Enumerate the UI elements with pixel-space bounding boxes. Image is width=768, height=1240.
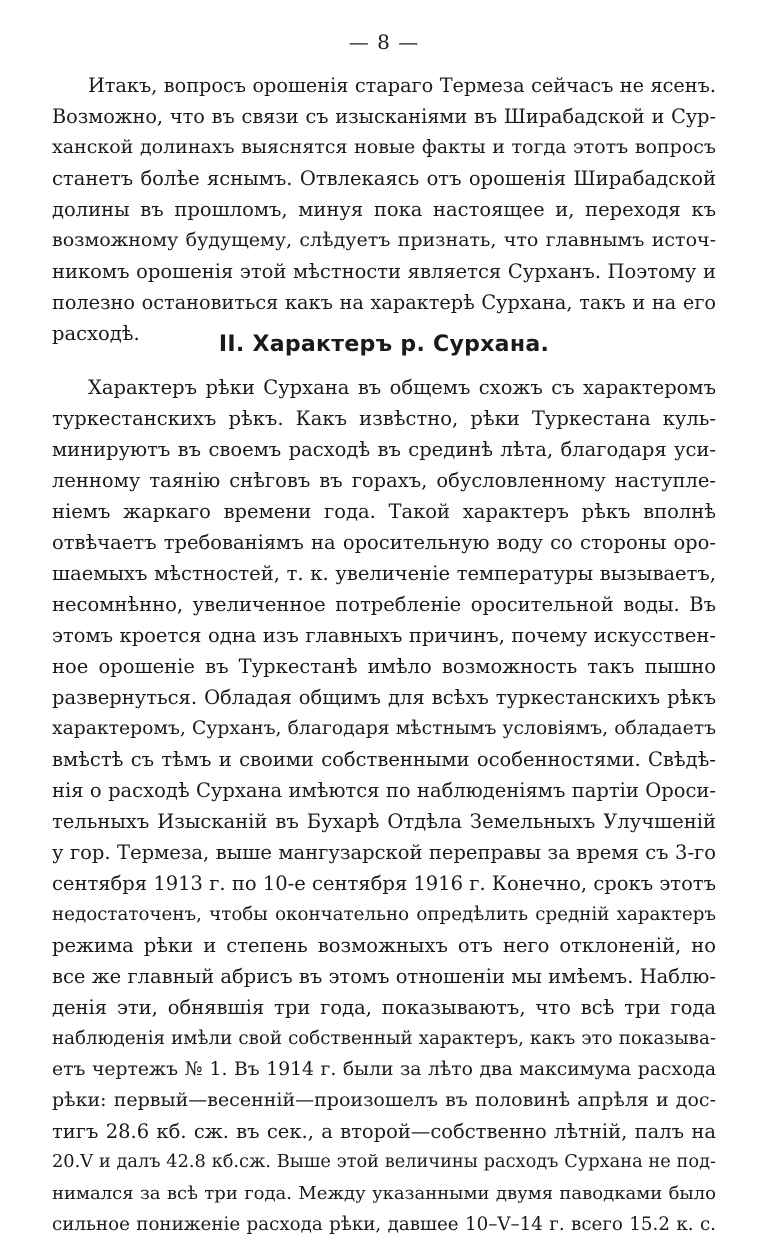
text-line: нимался за всѣ три года. Между указанными двумя паводками было (52, 1183, 716, 1204)
text-line: несомнѣнно, увеличенное потребленіе оросительной воды. Въ (52, 593, 716, 616)
text-line: нія о расходѣ Сурхана имѣются по наблюденіямъ партіи Ороси- (52, 779, 716, 802)
section-heading: II. Характеръ р. Сурхана. (218, 332, 550, 357)
text-line: характеромъ, Сурханъ, благодаря мѣстнымъ условіямъ, обладаетъ (52, 718, 716, 739)
text-line: наблюденія имѣли свой собственный характеръ, какъ это показыва- (52, 1028, 716, 1049)
text-line: возможному будущему, слѣдуетъ признать, что главнымъ источ- (52, 229, 716, 251)
text-line: етъ чертежъ № 1. Въ 1914 г. были за лѣто два максимума расхода (52, 1059, 716, 1080)
text-line: шаемыхъ мѣстностей, т. к. увеличеніе температуры вызываетъ, (52, 562, 716, 585)
text-line: этомъ кроется одна изъ главныхъ причинъ, почему искусствен- (52, 624, 716, 647)
text-line: ленному таянію снѣговъ въ горахъ, обусловленному наступле- (52, 469, 716, 492)
text-line: режима рѣки и степень возможныхъ отъ него отклоненій, но (52, 934, 716, 957)
text-line: тигъ 28.6 кб. сж. въ сек., а второй—собственно лѣтній, палъ на (52, 1120, 716, 1143)
text-line: никомъ орошенія этой мѣстности является Сурханъ. Поэтому и (52, 260, 716, 283)
text-line: ное орошеніе въ Туркестанѣ имѣло возможность такъ пышно (52, 655, 716, 678)
text-line: Возможно, что въ связи съ изысканіями въ Ширабадской и Сур- (52, 105, 716, 128)
text-line: ніемъ жаркаго времени года. Такой характеръ рѣкъ вполнѣ (52, 500, 716, 523)
text-line: все же главный абрисъ въ этомъ отношеніи мы имѣемъ. Наблю- (52, 965, 716, 988)
text-line: полезно остановиться какъ на характерѣ Сурхана, такъ и на его (52, 291, 716, 314)
page-number: — 8 — (348, 30, 420, 54)
text-line: недостаточенъ, чтобы окончательно опредѣлить средній характеръ (52, 904, 716, 925)
text-line: сентября 1913 г. по 10-е сентября 1916 г. Конечно, срокъ этотъ (52, 872, 716, 895)
text-line: расходѣ. (52, 322, 140, 345)
paragraph-intro (52, 70, 716, 349)
text-line: Итакъ, вопросъ орошенія стараго Термеза сейчасъ не ясенъ. (88, 74, 716, 97)
text-line: вмѣстѣ съ тѣмъ и своими собственными особенностями. Свѣдѣ- (52, 748, 716, 771)
paragraph-character (52, 372, 716, 1240)
text-line: отвѣчаетъ требованіямъ на оросительную воду со стороны оро- (52, 531, 716, 554)
text-line: долины въ прошломъ, минуя пока настоящее и, переходя къ (52, 198, 716, 221)
text-line: ханской долинахъ выяснятся новые факты и тогда этотъ вопросъ (52, 136, 716, 158)
text-line: 20.V и далъ 42.8 кб.сж. Выше этой величины расходъ Сурхана не под- (52, 1152, 716, 1172)
text-line: Характеръ рѣки Сурхана въ общемъ схожъ съ характеромъ (88, 376, 716, 399)
text-line: тельныхъ Изысканій въ Бухарѣ Отдѣла Земельныхъ Улучшеній (52, 810, 716, 833)
text-line: станетъ болѣе яснымъ. Отвлекаясь отъ орошенія Ширабадской (52, 167, 716, 190)
text-line: туркестанскихъ рѣкъ. Какъ извѣстно, рѣки Туркестана куль- (52, 407, 716, 430)
text-line: развернуться. Обладая общимъ для всѣхъ туркестанскихъ рѣкъ (52, 686, 716, 709)
text-line: минируютъ въ своемъ расходѣ въ срединѣ лѣта, благодаря уси- (52, 438, 716, 461)
text-line: у гор. Термеза, выше мангузарской переправы за время съ 3-го (52, 841, 716, 864)
text-line: денія эти, обнявшія три года, показываютъ, что всѣ три года (52, 996, 716, 1019)
text-line: рѣки: первый—весенній—произошелъ въ половинѣ апрѣля и дос- (52, 1089, 716, 1111)
text-line: сильное пониженіе расхода рѣки, давшее 10–V–14 г. всего 15.2 к. с. (52, 1214, 716, 1235)
